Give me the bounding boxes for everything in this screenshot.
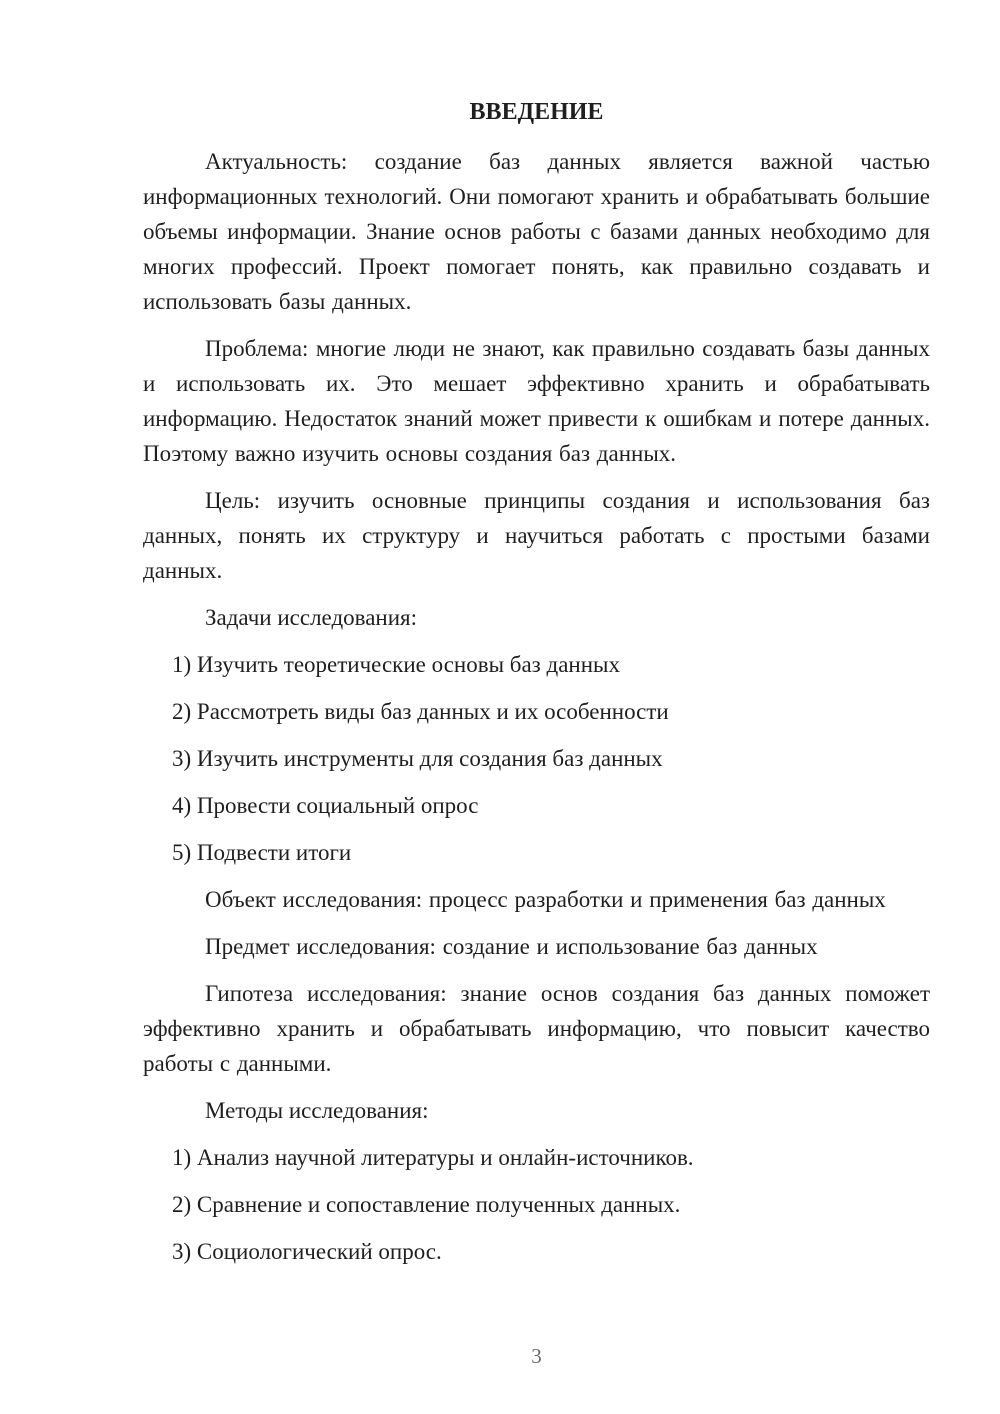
task-item-5: 5) Подвести итоги: [172, 840, 352, 865]
paragraph-object: Объект исследования: процесс разработки и применения баз данных: [205, 887, 886, 912]
task-item-2: 2) Рассмотреть виды баз данных и их особенности: [172, 699, 669, 724]
section-title: ВВЕДЕНИЕ: [469, 99, 604, 125]
paragraph-problem: Проблема: многие люди не знают, как правильно создавать базы данных и использовать их. Это мешает эффективно хранить и обрабатывать информацию. Недостаток знаний может привести к ошибкам и потере данных. Поэтому важно изучить основы создания баз данных.: [143, 336, 930, 466]
task-item-1: 1) Изучить теоретические основы баз данных: [172, 652, 620, 677]
page-number: 3: [531, 1344, 542, 1368]
methods-heading: Методы исследования:: [205, 1098, 429, 1123]
task-item-4: 4) Провести социальный опрос: [172, 793, 479, 818]
paragraph-hypothesis: Гипотеза исследования: знание основ создания баз данных поможет эффективно хранить и обрабатывать информацию, что повысит качество работы с данными.: [143, 981, 930, 1076]
method-item-2: 2) Сравнение и сопоставление полученных данных.: [172, 1192, 681, 1217]
task-item-3: 3) Изучить инструменты для создания баз данных: [172, 746, 663, 771]
paragraph-actuality: Актуальность: создание баз данных является важной частью информационных технологий. Они помогают хранить и обрабатывать большие объемы информации. Знание основ работы с базами данных необходимо для многих профессий. Проект помогает понять, как правильно создавать и использовать базы данных.: [143, 149, 930, 314]
page-content: [143, 95, 930, 1281]
method-item-1: 1) Анализ научной литературы и онлайн-источников.: [172, 1145, 694, 1170]
tasks-heading: Задачи исследования:: [205, 605, 418, 630]
method-item-3: 3) Социологический опрос.: [172, 1239, 442, 1264]
paragraph-goal: Цель: изучить основные принципы создания и использования баз данных, понять их структуру и научиться работать с простыми базами данных.: [143, 488, 930, 583]
paragraph-subject: Предмет исследования: создание и использование баз данных: [205, 934, 818, 959]
